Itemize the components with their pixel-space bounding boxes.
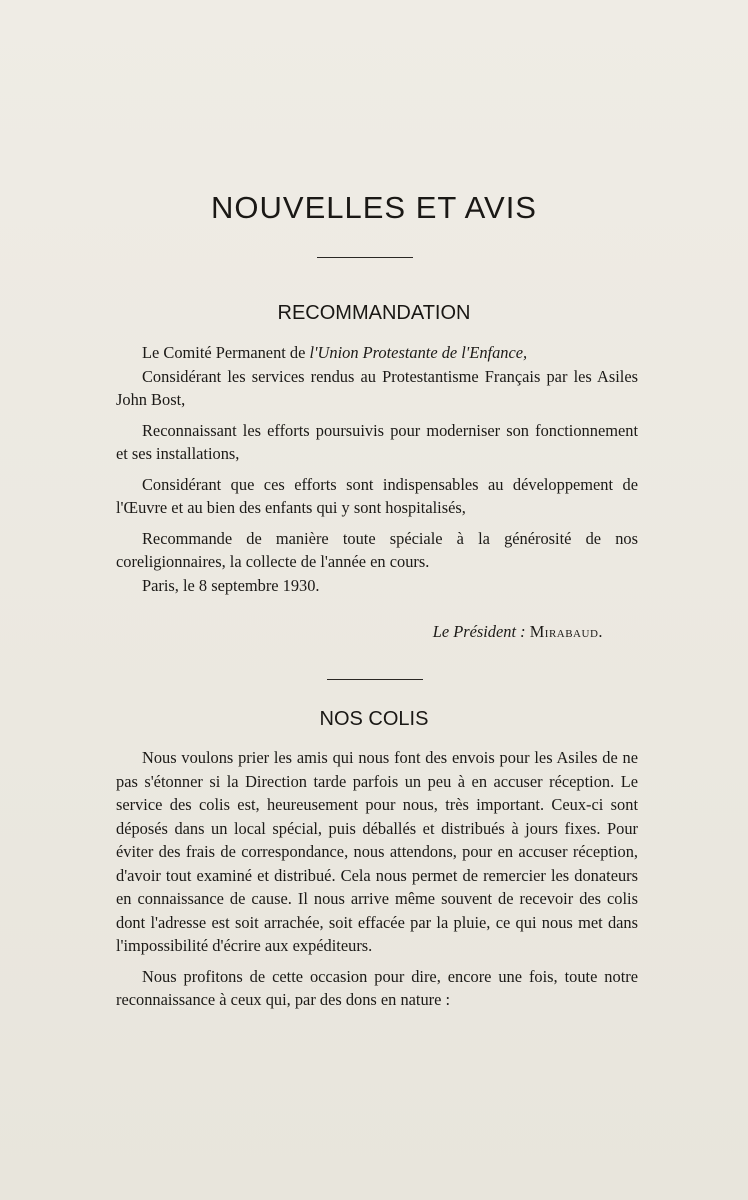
recommandation-body: [116, 341, 638, 597]
recommandation-paragraph: [116, 341, 638, 365]
signature-name: Mirabaud.: [529, 622, 603, 641]
recommandation-paragraph: Considérant que ces efforts sont indispensables au développement de l'Œuvre et au bien des enfants qui y sont hospitalisés,: [116, 474, 638, 517]
nos-colis-paragraph: Nous voulons prier les amis qui nous font des envois pour les Asiles de ne pas s'étonner si la Direction tarde parfois un peu à en accuser réception. Le service des colis est, heureusement pour nous, très important. Ceux-ci sont déposés dans un local spécial, puis déballés et distribués à jours fixes. Pour éviter des frais de correspondance, nous attendons, pour en accuser réception, d'avoir tout examiné et distribué. Cela nous permet de remercier les donateurs en connaissance de cause. Il nous arrive même souvent de recevoir des colis dont l'adresse est soit arrachée, soit effacée par la pluie, ce qui nous met dans l'impossibilité d'écrire aux expéditeurs.: [116, 748, 638, 955]
signature-role: Le Président :: [432, 622, 526, 641]
recommandation-intro: Le Comité Permanent de: [142, 343, 310, 362]
section-heading-nos-colis: NOS COLIS: [319, 708, 429, 730]
recommandation-paragraph: Reconnaissant les efforts poursuivis pour moderniser son fonctionnement et ses installations,: [116, 420, 638, 463]
nos-colis-paragraph: Nous profitons de cette occasion pour dire, encore une fois, toute notre reconnaissance à ceux qui, par des dons en nature :: [116, 966, 638, 1009]
section-divider: [327, 679, 423, 680]
page-title: NOUVELLES ET AVIS: [211, 190, 537, 225]
recommandation-paragraph: Considérant les services rendus au Protestantisme Français par les Asiles John Bost,: [116, 366, 638, 409]
nos-colis-body: [116, 746, 638, 1012]
recommandation-date: Paris, le 8 septembre 1930.: [142, 575, 320, 595]
recommandation-paragraph: Recommande de manière toute spéciale à la générosité de nos coreligionnaires, la collecte de l'année en cours.: [116, 528, 638, 571]
signature: [300, 622, 603, 642]
union-name: l'Union Protestante de l'Enfance,: [309, 343, 528, 362]
section-heading-recommandation: RECOMMANDATION: [277, 302, 471, 324]
title-divider: [317, 257, 413, 258]
